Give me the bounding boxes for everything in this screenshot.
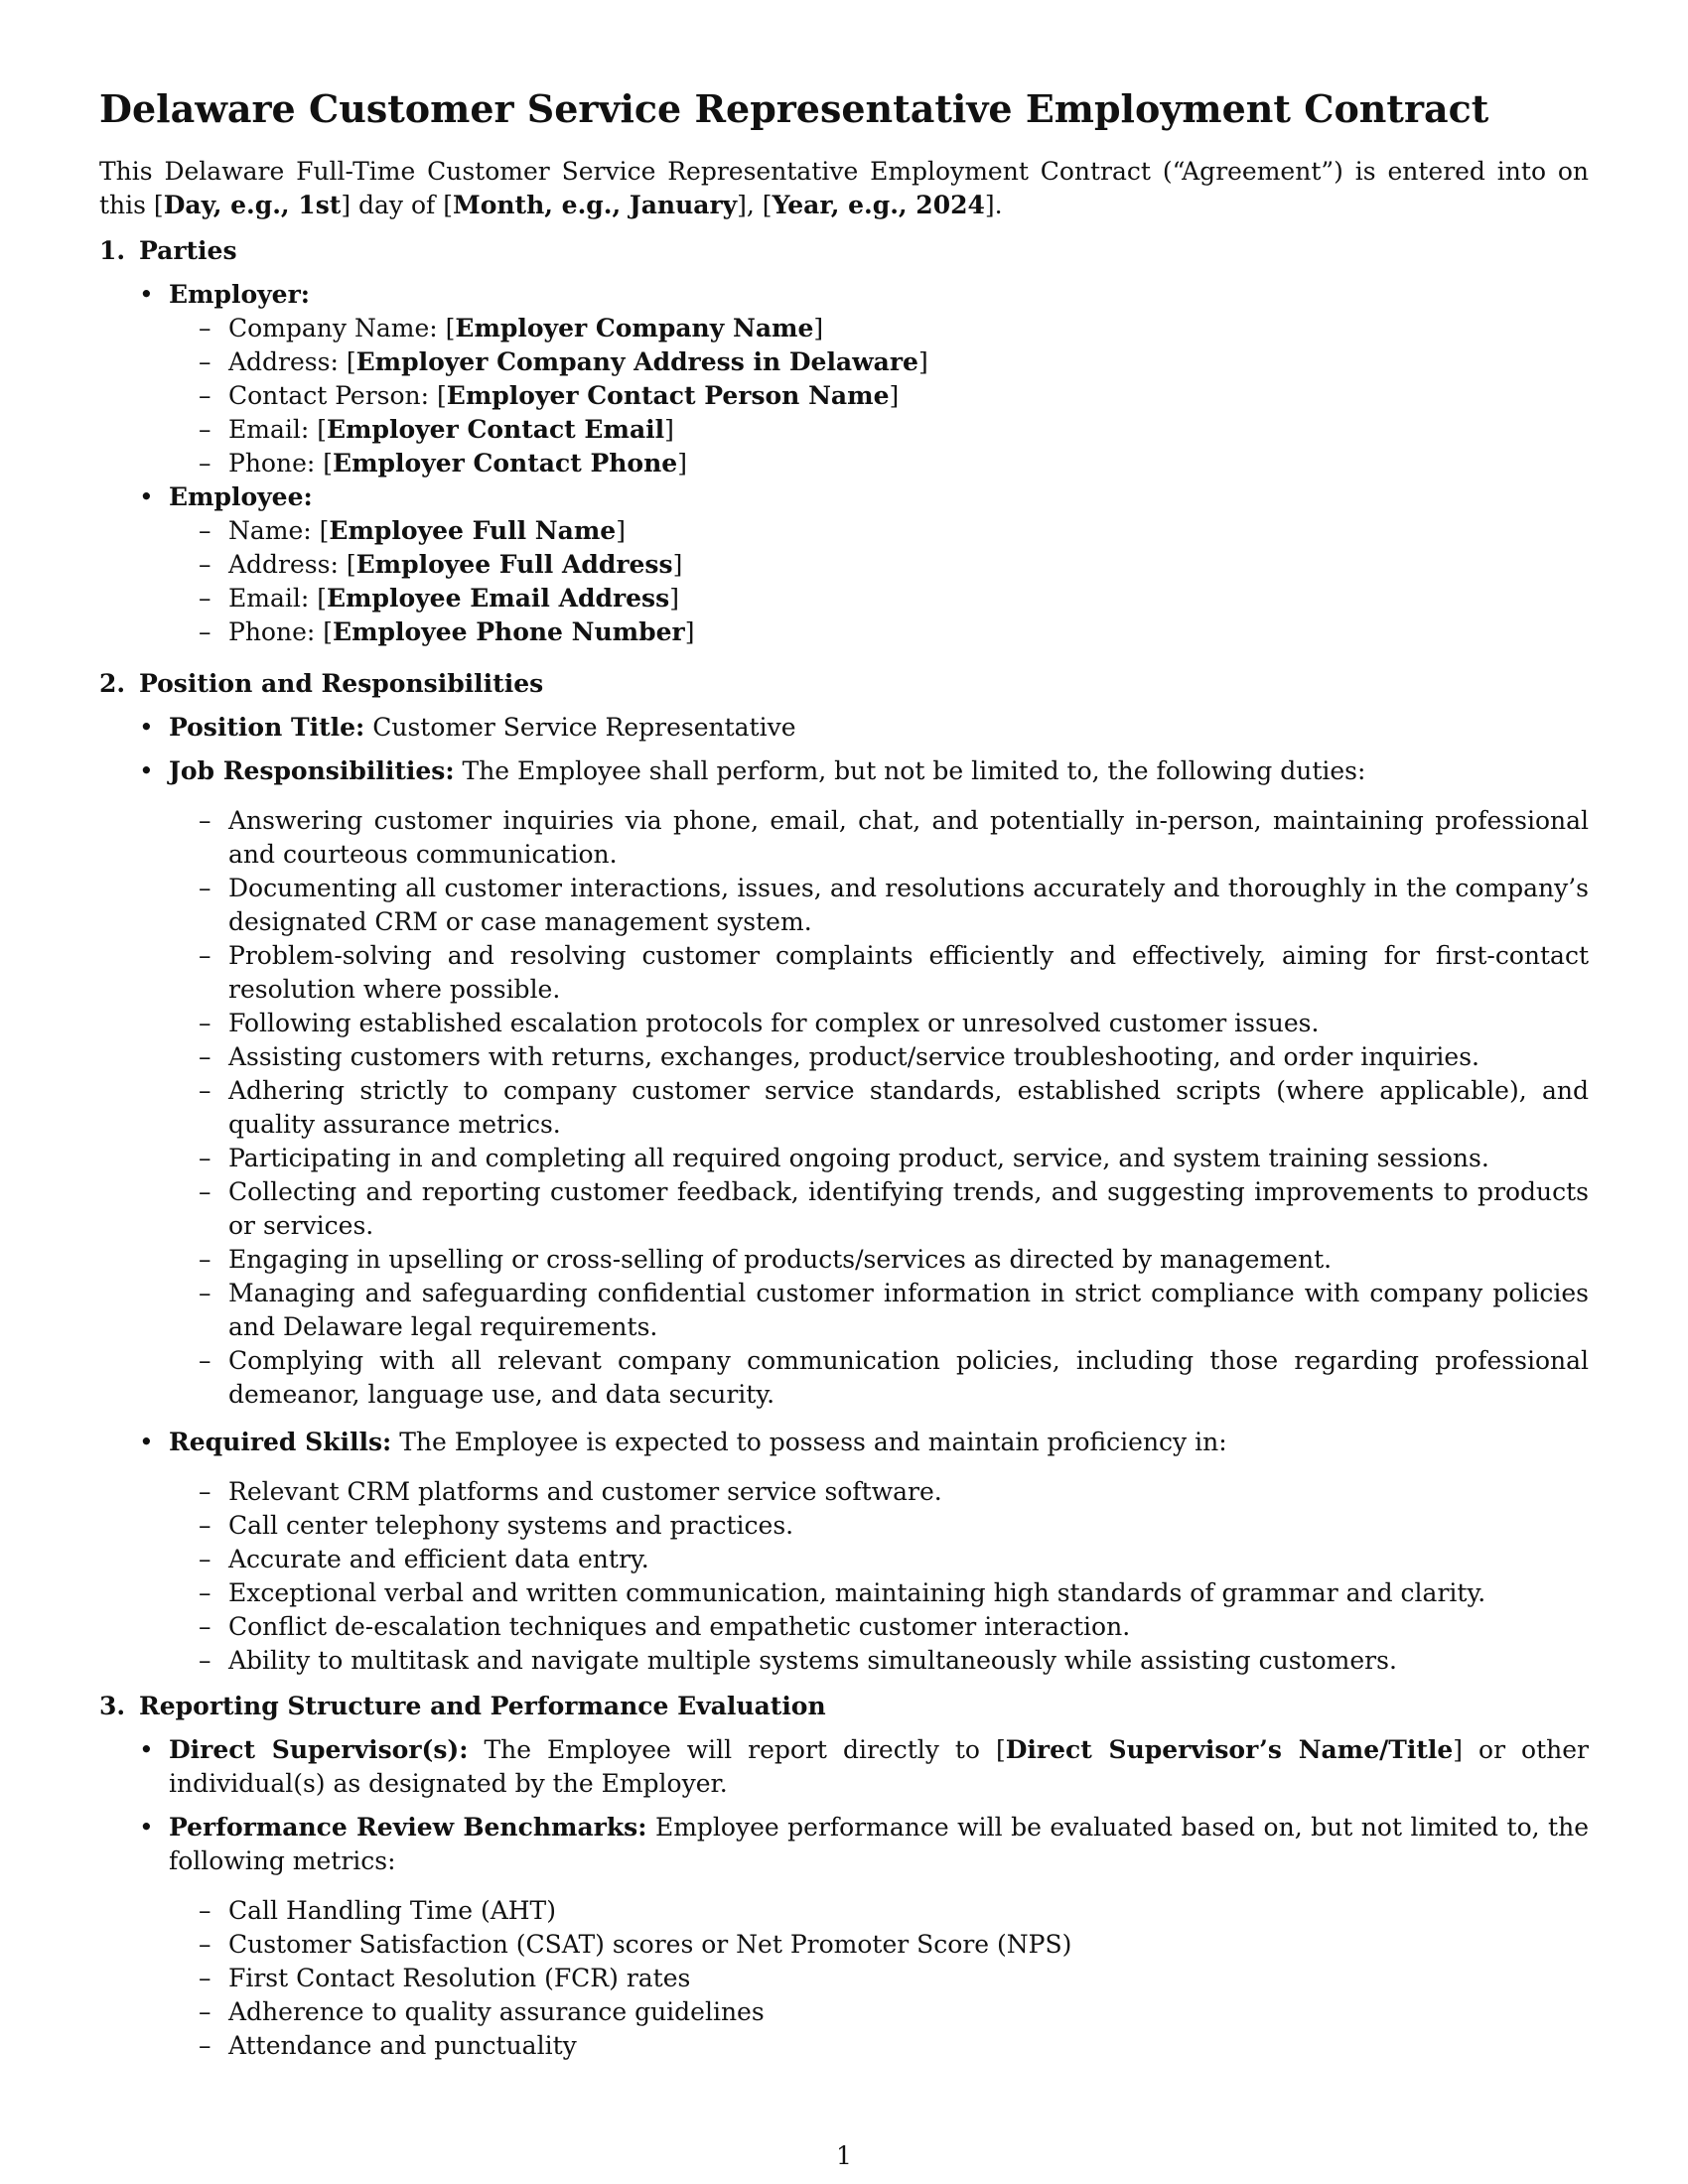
- metric-item: – Attendance and punctuality: [199, 2029, 1589, 2063]
- responsibility-item: – Complying with all relevant company communication policies, including those regarding professional demeanor, language use, and data security.: [199, 1344, 1589, 1412]
- month-placeholder: Month, e.g., January: [453, 191, 738, 219]
- position-title-item: • Position Title: Customer Service Representative: [139, 711, 1589, 745]
- employer-detail-item: – Address: [Employer Company Address in Delaware]: [199, 345, 1589, 379]
- metric-item: – Call Handling Time (AHT): [199, 1894, 1589, 1928]
- metric-item: – Adherence to quality assurance guidelines: [199, 1995, 1589, 2029]
- placeholder-value: Employer Contact Email: [327, 415, 665, 444]
- position-list: [99, 711, 1589, 1678]
- day-placeholder: Day, e.g., 1st: [163, 191, 342, 219]
- employer-detail-item: – Phone: [Employer Contact Phone]: [199, 447, 1589, 480]
- section-3-heading: 3. Reporting Structure and Performance Evaluation: [99, 1692, 826, 1720]
- section-2-heading: 2. Position and Responsibilities: [99, 669, 544, 698]
- skill-item: – Conflict de-escalation techniques and empathetic customer interaction.: [199, 1610, 1589, 1644]
- metric-item: – Customer Satisfaction (CSAT) scores or Net Promoter Score (NPS): [199, 1928, 1589, 1962]
- responsibility-item: – Adhering strictly to company customer service standards, established scripts (where applicable), and quality assurance metrics.: [199, 1074, 1589, 1142]
- document-page: [99, 85, 1589, 2077]
- responsibility-item: – Problem-solving and resolving customer complaints efficiently and effectively, aiming for first-contact resolution where possible.: [199, 939, 1589, 1007]
- employee-block: [139, 480, 1589, 649]
- placeholder-value: Employer Company Name: [455, 314, 814, 342]
- skill-item: – Ability to multitask and navigate multiple systems simultaneously while assisting customers.: [199, 1644, 1589, 1678]
- required-skills-item: • Required Skills: The Employee is expected to possess and maintain proficiency in: – Relevant CRM platforms and customer service software. – Call center telephony systems and practices. – Accurate and efficient data entry. – Exceptional verbal and written communication, maintaining high standards of grammar and clarity. – Conflict de-escalation techniques and empathetic customer interaction. – Ability to multitask and navigate multiple systems simultaneously while assisting customers.: [139, 1426, 1589, 1678]
- section-1-heading: 1. Parties: [99, 236, 237, 265]
- responsibility-item: – Collecting and reporting customer feedback, identifying trends, and suggesting improvements to products or services.: [199, 1175, 1589, 1243]
- employee-detail-item: – Name: [Employee Full Name]: [199, 514, 1589, 548]
- responsibility-item: – Managing and safeguarding confidential customer information in strict compliance with company policies and Delaware legal requirements.: [199, 1277, 1589, 1344]
- placeholder-value: Employee Full Name: [329, 516, 617, 545]
- document-title: Delaware Customer Service Representative Employment Contract: [99, 86, 1489, 131]
- skill-item: – Call center telephony systems and practices.: [199, 1509, 1589, 1543]
- employee-detail-item: – Phone: [Employee Phone Number]: [199, 615, 1589, 649]
- metric-item: – First Contact Resolution (FCR) rates: [199, 1962, 1589, 1995]
- skill-item: – Accurate and efficient data entry.: [199, 1543, 1589, 1576]
- performance-benchmarks-item: • Performance Review Benchmarks: Employee performance will be evaluated based on, but not limited to, the following metrics: – Call Handling Time (AHT) – Customer Satisfaction (CSAT) scores or Net Promoter Score (NPS) – First Contact Resolution (FCR) rates – Adherence to quality assurance guidelines – Attendance and punctuality: [139, 1811, 1589, 2063]
- employer-block: [139, 278, 1589, 480]
- placeholder-value: Employer Contact Person Name: [446, 381, 890, 410]
- skills-list: [169, 1475, 1589, 1678]
- direct-supervisor-item: • Direct Supervisor(s): The Employee will report directly to [Direct Supervisor’s Name/Title] or other individual(s) as designated by the Employer.: [139, 1733, 1589, 1801]
- employee-detail-item: – Email: [Employee Email Address]: [199, 582, 1589, 615]
- responsibilities-list: [169, 804, 1589, 1412]
- placeholder-value: Employer Contact Phone: [333, 449, 678, 478]
- placeholder-value: Employee Email Address: [327, 584, 670, 613]
- metrics-list: [169, 1894, 1589, 2063]
- employer-details: [169, 312, 1589, 480]
- intro-paragraph: This Delaware Full-Time Customer Service Representative Employment Contract (“Agreement”) is entered into on this [Day, e.g., 1st] day of [Month, e.g., January], [Year, e.g., 2024].: [99, 157, 1589, 219]
- employer-detail-item: – Company Name: [Employer Company Name]: [199, 312, 1589, 345]
- employer-detail-item: – Contact Person: [Employer Contact Person Name]: [199, 379, 1589, 413]
- year-placeholder: Year, e.g., 2024: [772, 191, 985, 219]
- parties-list: [99, 278, 1589, 649]
- employer-detail-item: – Email: [Employer Contact Email]: [199, 413, 1589, 447]
- supervisor-placeholder: Direct Supervisor’s Name/Title: [1005, 1735, 1454, 1764]
- responsibility-item: – Documenting all customer interactions, issues, and resolutions accurately and thoroughly in the company’s designated CRM or case management system.: [199, 872, 1589, 939]
- skill-item: – Exceptional verbal and written communication, maintaining high standards of grammar and clarity.: [199, 1576, 1589, 1610]
- placeholder-value: Employee Full Address: [355, 550, 673, 579]
- employee-details: [169, 514, 1589, 649]
- responsibility-item: – Answering customer inquiries via phone, email, chat, and potentially in-person, maintaining professional and courteous communication.: [199, 804, 1589, 872]
- employee-heading: Employee:: [169, 482, 313, 511]
- skill-item: – Relevant CRM platforms and customer service software.: [199, 1475, 1589, 1509]
- employee-detail-item: – Address: [Employee Full Address]: [199, 548, 1589, 582]
- placeholder-value: Employee Phone Number: [333, 617, 685, 646]
- employer-heading: Employer:: [169, 280, 310, 309]
- responsibility-item: – Participating in and completing all required ongoing product, service, and system training sessions.: [199, 1142, 1589, 1175]
- placeholder-value: Employer Company Address in Delaware: [355, 347, 918, 376]
- responsibility-item: – Following established escalation protocols for complex or unresolved customer issues.: [199, 1007, 1589, 1040]
- responsibility-item: – Engaging in upselling or cross-selling of products/services as directed by management.: [199, 1243, 1589, 1277]
- reporting-list: [99, 1733, 1589, 2063]
- responsibility-item: – Assisting customers with returns, exchanges, product/service troubleshooting, and order inquiries.: [199, 1040, 1589, 1074]
- job-responsibilities-item: • Job Responsibilities: The Employee shall perform, but not be limited to, the following duties: – Answering customer inquiries via phone, email, chat, and potentially in-person, maintaining professional and courteous communication. – Documenting all customer interactions, issues, and resolutions accurately and thoroughly in the company’s designated CRM or case management system. – Problem-solving and resolving customer complaints efficiently and effectively, aiming for first-contact resolution where possible. – Following established escalation protocols for complex or unresolved customer issues. – Assisting customers with returns, exchanges, product/service troubleshooting, and order inquiries. – Adhering strictly to company customer service standards, established scripts (where applicable), and quality assurance metrics. – Participating in and completing all required ongoing product, service, and system training sessions. – Collecting and reporting customer feedback, identifying trends, and suggesting improvements to products or services. – Engaging in upselling or cross-selling of products/services as directed by management. – Managing and safeguarding confidential customer information in strict compliance with company policies and Delaware legal requirements. – Complying with all relevant company communication policies, including those regarding professional demeanor, language use, and data security.: [139, 754, 1589, 1412]
- page-number: 1: [836, 2141, 852, 2170]
